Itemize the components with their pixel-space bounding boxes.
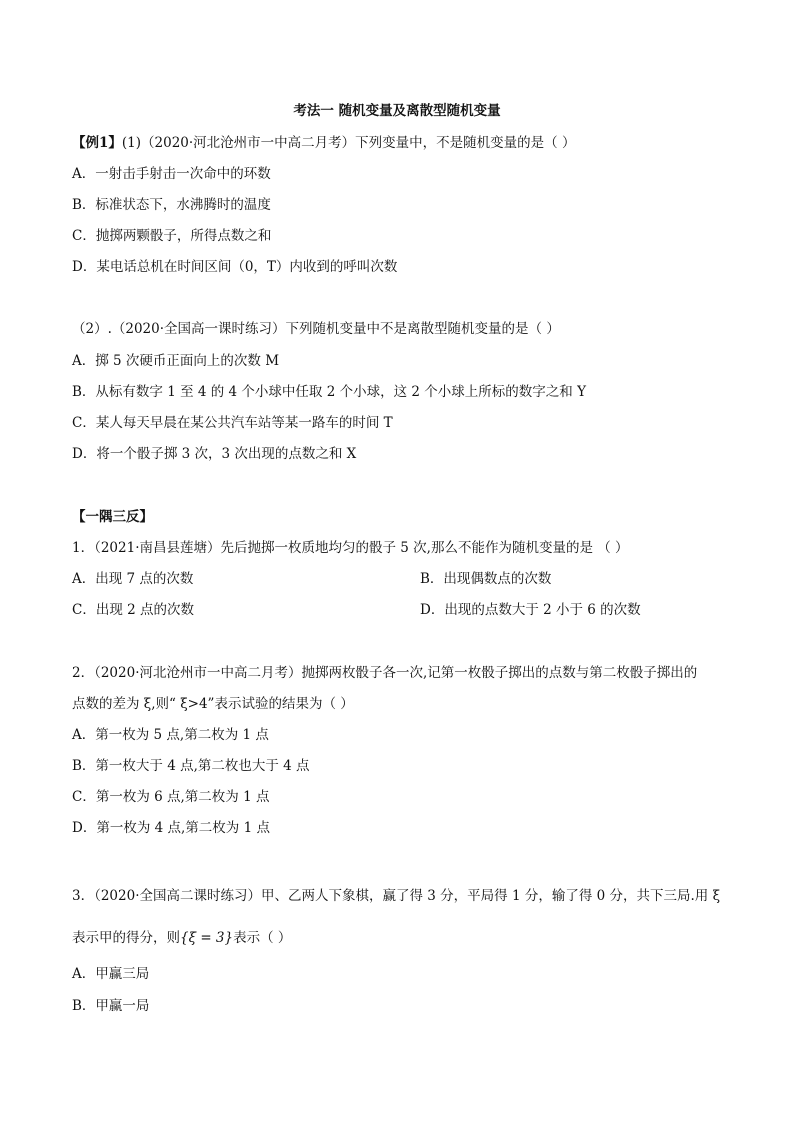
example-1-q2-option-a: A．掷 5 次硬币正面向上的次数 M [72,353,280,369]
example-1-q2-option-c: C．某人每天早晨在某公共汽车站等某一路车的时间 T [72,415,393,431]
practice-1-option-a: A．出现 7 点的次数 [72,571,194,587]
section-title: 考法一 随机变量及离散型随机变量 [293,103,501,119]
practice-2-stem-line-2: 点数的差为 ξ,则“ ξ>4”表示试验的结果为（ ） [72,696,354,712]
practice-3-stem-line-1: 3．（2020·全国高二课时练习）甲、乙两人下象棋，赢了得 3 分，平局得 1 分，输了得 0 分，共下三局.用 ξ [72,888,721,904]
example-1-q1-stem [72,134,734,152]
practice-2-option-b: B．第一枚大于 4 点,第二枚也大于 4 点 [72,758,310,774]
practice-1-options-row-1 [72,570,734,588]
example-1-q1-option-a: A．一射击手射击一次命中的环数 [72,166,271,182]
practice-3-math-expression: {ξ = 3} [180,930,234,946]
example-label: 【例1】 [72,135,122,151]
example-1-q1-option-b: B．标准状态下，水沸腾时的温度 [72,197,271,213]
practice-1-option-b: B．出现偶数点的次数 [420,571,552,587]
practice-1-option-c: C．出现 2 点的次数 [72,602,195,618]
practice-1-stem: 1．（2021·南昌县莲塘）先后抛掷一枚质地均匀的骰子 5 次,那么不能作为随机变量的是 （ ） [72,540,629,556]
example-1-q2-option-b: B．从标有数字 1 至 4 的 4 个小球中任取 2 个小球，这 2 个小球上所标的数字之和 Y [72,384,586,400]
practice-2-option-c: C．第一枚为 6 点,第二枚为 1 点 [72,789,270,805]
practice-2-stem-line-1: 2．（2020·河北沧州市一中高二月考）抛掷两枚骰子各一次,记第一枚骰子掷出的点数与第二枚骰子掷出的 [72,665,698,681]
example-1-q1-stem-text: (1)（2020·河北沧州市一中高二月考）下列变量中，不是随机变量的是（ ） [121,135,576,151]
practice-1-options-row-2 [72,601,734,619]
practice-3-stem-post: 表示（ ） [233,930,292,946]
practice-3-stem-pre: 表示甲的得分，则 [72,930,180,946]
practice-2-option-d: D．第一枚为 4 点,第二枚为 1 点 [72,820,270,836]
example-1-q2-stem: （2）.（2020·全国高一课时练习）下列随机变量中不是离散型随机变量的是（ ） [72,321,560,337]
practice-label: 【一隅三反】 [72,509,153,525]
practice-3-option-a: A．甲赢三局 [72,966,150,982]
practice-1-option-d: D．出现的点数大于 2 小于 6 的次数 [420,602,641,618]
example-1-q1-option-c: C．抛掷两颗骰子，所得点数之和 [72,228,272,244]
practice-3-option-b: B．甲赢一局 [72,998,150,1014]
example-1-q2-option-d: D．将一个骰子掷 3 次，3 次出现的点数之和 X [72,446,357,462]
practice-3-stem-line-2 [72,929,734,947]
practice-2-option-a: A．第一枚为 5 点,第二枚为 1 点 [72,727,269,743]
example-1-q1-option-d: D．某电话总机在时间区间（0，T）内收到的呼叫次数 [72,259,398,275]
